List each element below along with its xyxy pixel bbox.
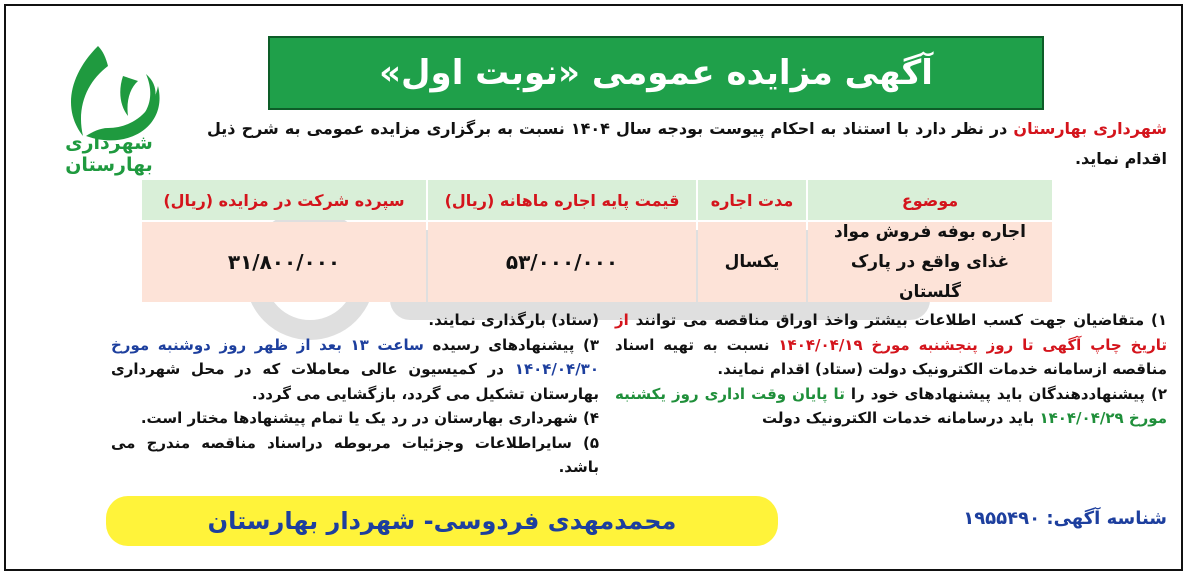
- header-deposit: سپرده شرکت در مزایده (ریال): [142, 180, 426, 220]
- page-title: آگهی مزایده عمومی «نوبت اول»: [379, 53, 933, 93]
- table-row: [140, 222, 1052, 302]
- term-item-5: ۵) سایراطلاعات وجزئیات مربوطه دراسناد مناقصه مندرج می باشد.: [111, 433, 599, 476]
- term-item-3: ۳) پیشنهادهای رسیده ساعت ۱۳ بعد از ظهر روز دوشنبه مورخ ۱۴۰۴/۰۴/۳۰ در کمیسیون عالی معاملات که در محل شهرداری بهارستان تشکیل می گردد، بازگشایی می گردد.: [111, 335, 599, 403]
- org-name: شهرداری بهارستان: [1013, 119, 1168, 138]
- intro-text: در نظر دارد با استناد به احکام پیوست بودجه سال ۱۴۰۴ نسبت به برگزاری مزایده عمومی به شرح ذیل اقدام نماید.: [207, 119, 1167, 168]
- table-header: [140, 180, 1052, 220]
- intro-paragraph: [207, 114, 1167, 174]
- logo-text: شهرداری بهارستان: [65, 132, 153, 176]
- terms-column-left: [111, 308, 599, 480]
- terms-column-right: [615, 308, 1167, 431]
- title-banner: [268, 36, 1044, 110]
- signature-banner: [106, 496, 778, 546]
- header-base-price: قیمت پایه اجاره ماهانه (ریال): [428, 180, 696, 220]
- cell-subject: اجاره بوفه فروش مواد غذای واقع در پارک گلستان: [808, 222, 1052, 302]
- header-duration: مدت اجاره: [698, 180, 806, 220]
- term-item-4: ۴) شهرداری بهارستان در رد یک یا تمام پیشنهادها مختار است.: [140, 409, 599, 427]
- auction-table: [140, 180, 1052, 302]
- signature-text: محمدمهدی فردوسی- شهردار بهارستان: [207, 507, 677, 535]
- cell-deposit: ۳۱/۸۰۰/۰۰۰: [142, 222, 426, 302]
- header-subject: موضوع: [808, 180, 1052, 220]
- term-item-1: ۱) متقاضیان جهت کسب اطلاعات بیشتر واخذ اوراق مناقصه می توانند از تاریخ چاپ آگهی تا روز پنجشنبه مورخ ۱۴۰۴/۰۴/۱۹ نسبت به تهیه اسناد مناقصه ازسامانه خدمات الکترونیک دولت (ستاد) اقدام نمایند.: [615, 311, 1167, 378]
- term-item-2-continued: (ستاد) بارگذاری نمایند.: [428, 311, 599, 329]
- ad-id: شناسه آگهی: ۱۹۵۵۴۹۰: [963, 508, 1167, 529]
- cell-duration: یکسال: [698, 222, 806, 302]
- term-item-2: ۲) پیشنهاددهندگان باید پیشنهادهای خود را تا پایان وقت اداری روز یکشنبه مورخ ۱۴۰۴/۰۴/۲۹ باید درسامانه خدمات الکترونیک دولت: [615, 384, 1167, 427]
- cell-base-price: ۵۳/۰۰۰/۰۰۰: [428, 222, 696, 302]
